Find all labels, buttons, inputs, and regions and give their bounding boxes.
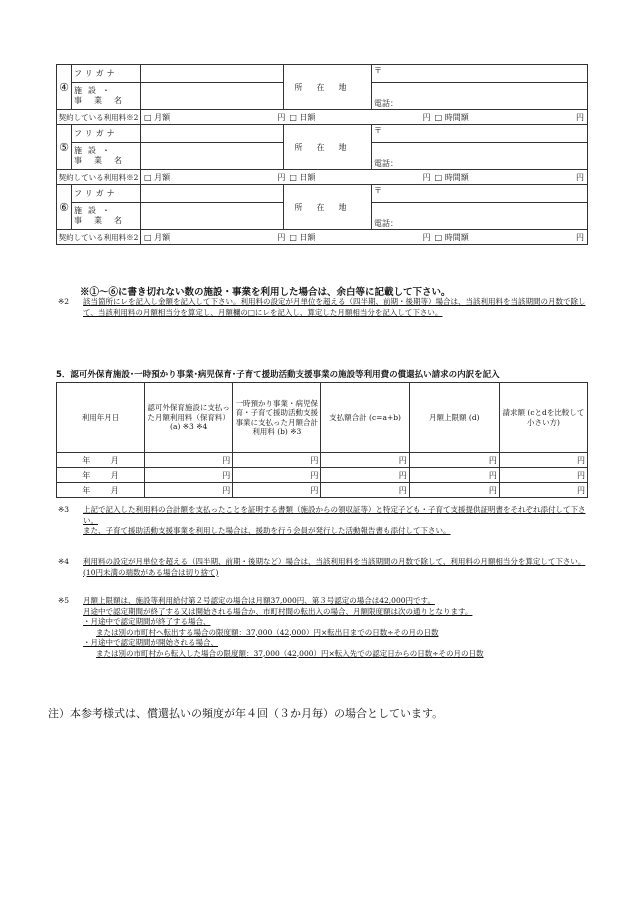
postal-mark: 〒	[374, 66, 382, 75]
note-5-line-1: 月額上限額は、施設等利用給付第２号認定の場合は月額37,000円、第３号認定の場合は42,000円です。	[83, 596, 435, 605]
facility-name-label-1: 施設・	[74, 146, 116, 155]
note-4-text: 利用料の設定が月単位を超える（四半期、前期・後期など）場合は、当該利用料を当該期間の月数で除して、利用料の月額相当分を算定して下さい。(10円未満の端数がある場合は切り捨て)	[83, 557, 586, 577]
claim-cell[interactable]: 円	[499, 453, 587, 468]
facility-name-input[interactable]	[141, 143, 284, 170]
note-5	[58, 596, 588, 659]
hourly-yen: 円	[575, 172, 584, 182]
note-2	[58, 297, 588, 318]
note-5-line-2: 月途中で認定期間が終了する又は開始される場合か、市町村間の転出入の場合、月額限度額は次の通りとなります。	[83, 606, 473, 616]
note-5-mark: ※5	[58, 596, 70, 605]
breakdown-table	[56, 382, 588, 498]
contract-fee-field[interactable]	[141, 110, 588, 125]
hourly-yen: 円	[575, 112, 584, 122]
facility-name-label-2: 事業名	[74, 96, 134, 105]
note-4	[58, 557, 588, 578]
facility-number: ④	[57, 65, 72, 110]
header-claim: 請求額 (cとdを比較して小さい方)	[499, 383, 587, 453]
address-label: 所在地	[284, 65, 372, 110]
phone-label: 電話：	[374, 219, 398, 228]
facility-row-furigana	[57, 125, 588, 143]
amount-a-cell[interactable]: 円	[145, 468, 233, 483]
header-b: 一時預かり事業・病児保育・子育て援助活動支援事業に支払った月額合計利用料 (b) ※3	[233, 383, 321, 453]
facility-row-contract	[57, 230, 588, 245]
hourly-checkbox[interactable]: □ 時間額	[434, 112, 469, 122]
total-c-cell[interactable]: 円	[321, 483, 409, 498]
furigana-label: フリガナ	[72, 185, 141, 203]
year-month-cell[interactable]: 年 月	[57, 468, 145, 483]
amount-a-cell[interactable]: 円	[145, 483, 233, 498]
contract-fee-field[interactable]	[141, 230, 588, 245]
monthly-checkbox[interactable]: □ 月額	[144, 112, 171, 122]
daily-checkbox[interactable]: □ 日額	[289, 172, 316, 182]
monthly-checkbox[interactable]: □ 月額	[144, 172, 171, 182]
section-5-title: 5．認可外保育施設･一時預かり事業･病児保育･子育て援助活動支援事業の施設等利用費の償還払い請求の内訳を記入	[56, 370, 500, 380]
amount-b-cell[interactable]: 円	[233, 453, 321, 468]
amount-b-cell[interactable]: 円	[233, 468, 321, 483]
furigana-input[interactable]	[141, 125, 284, 143]
hourly-checkbox[interactable]: □ 時間額	[434, 232, 469, 242]
note-4-mark: ※4	[58, 557, 70, 566]
note-5-line-6: または別の市町村から転入した場合の限度額：37,000（42,000）円×転入先での認定日からの日数÷その月の日数	[96, 648, 484, 658]
limit-d-cell[interactable]: 円	[409, 468, 499, 483]
note-3	[58, 505, 588, 537]
year-month-cell[interactable]: 年 月	[57, 483, 145, 498]
phone-label: 電話：	[374, 159, 398, 168]
hourly-checkbox[interactable]: □ 時間額	[434, 172, 469, 182]
facility-name-label	[72, 83, 141, 110]
phone-label: 電話：	[374, 99, 398, 108]
facility-name-label	[72, 203, 141, 230]
contract-fee-field[interactable]	[141, 170, 588, 185]
facility-name-label-2: 事業名	[74, 156, 134, 165]
facility-row-furigana	[57, 185, 588, 203]
header-d: 月額上限額 (d)	[409, 383, 499, 453]
contract-label: 契約している利用料※2	[57, 170, 141, 185]
note-5-line-4: または別の市町村へ転出する場合の限度額：37,000（42,000）円×転出日までの日数÷その月の日数	[96, 627, 439, 637]
facility-name-label-1: 施設・	[74, 86, 116, 95]
header-date: 利用年月日	[57, 383, 145, 453]
facility-name-label-1: 施設・	[74, 206, 116, 215]
total-c-cell[interactable]: 円	[321, 468, 409, 483]
note-2-mark: ※2	[58, 297, 70, 306]
facility-row-contract	[57, 170, 588, 185]
header-c: 支払額合計 (c=a+b)	[321, 383, 409, 453]
breakdown-row	[57, 453, 588, 468]
note-3-text-2: また、子育て援助活動支援事業を利用した場合は、援助を行う会員が発行した活動報告書も添付して下さい。	[83, 526, 451, 535]
furigana-input[interactable]	[141, 65, 284, 83]
furigana-label: フリガナ	[72, 65, 141, 83]
breakdown-row	[57, 468, 588, 483]
facility-name-input[interactable]	[141, 83, 284, 110]
amount-b-cell[interactable]: 円	[233, 483, 321, 498]
overflow-note: ※①〜⑥に書き切れない数の施設・事業を利用した場合は、余白等に記載して下さい。	[80, 287, 451, 298]
postal-code-field[interactable]	[372, 185, 588, 203]
facility-row-contract	[57, 110, 588, 125]
furigana-input[interactable]	[141, 185, 284, 203]
note-3-mark: ※3	[58, 505, 70, 514]
note-5-line-5: ・月途中で認定期間が開始される場合、	[83, 638, 218, 647]
daily-checkbox[interactable]: □ 日額	[289, 232, 316, 242]
furigana-label: フリガナ	[72, 125, 141, 143]
phone-field[interactable]	[372, 83, 588, 110]
note-2-text: 該当箇所にレを記入し金額を記入して下さい。利用料の設定が月単位を超える（四半期、前期・後期等）場合は、当該利用料を当該期間の月数で除して、当該利用料の月額相当分を算定し、月額欄の□にレを記入し、算定した月額相当分を記入して下さい。	[83, 297, 586, 317]
contract-label: 契約している利用料※2	[57, 230, 141, 245]
monthly-yen: 円	[277, 112, 286, 122]
note-3-text: 上記で記入した利用料の合計額を支払ったことを証明する書類（施設からの領収証等）と特定子ども・子育て支援提供証明書をそれぞれ添付して下さい。	[83, 505, 586, 525]
daily-yen: 円	[422, 232, 431, 242]
claim-cell[interactable]: 円	[499, 483, 587, 498]
daily-checkbox[interactable]: □ 日額	[289, 112, 316, 122]
facility-number: ⑥	[57, 185, 72, 230]
monthly-checkbox[interactable]: □ 月額	[144, 232, 171, 242]
contract-label: 契約している利用料※2	[57, 110, 141, 125]
header-a: 認可外保育施設に支払った月額利用料（保育料）(a) ※3 ※4	[145, 383, 233, 453]
phone-field[interactable]	[372, 203, 588, 230]
footer-note: 注）本参考様式は、償還払いの頻度が年４回（３か月毎）の場合としています。	[48, 707, 444, 720]
limit-d-cell[interactable]: 円	[409, 483, 499, 498]
year-month-cell[interactable]: 年 月	[57, 453, 145, 468]
claim-cell[interactable]: 円	[499, 468, 587, 483]
daily-yen: 円	[422, 112, 431, 122]
postal-code-field[interactable]	[372, 65, 588, 83]
facility-table	[56, 64, 588, 245]
facility-name-input[interactable]	[141, 203, 284, 230]
daily-yen: 円	[422, 172, 431, 182]
hourly-yen: 円	[575, 232, 584, 242]
total-c-cell[interactable]: 円	[321, 453, 409, 468]
postal-mark: 〒	[374, 126, 382, 135]
facility-name-label-2: 事業名	[74, 216, 134, 225]
address-label: 所在地	[284, 125, 372, 170]
note-5-line-3: ・月途中で認定期間が終了する場合、	[83, 617, 211, 626]
monthly-yen: 円	[277, 232, 286, 242]
postal-code-field[interactable]	[372, 125, 588, 143]
facility-number: ⑤	[57, 125, 72, 170]
facility-name-label	[72, 143, 141, 170]
breakdown-row	[57, 483, 588, 498]
monthly-yen: 円	[277, 172, 286, 182]
amount-a-cell[interactable]: 円	[145, 453, 233, 468]
postal-mark: 〒	[374, 186, 382, 195]
phone-field[interactable]	[372, 143, 588, 170]
limit-d-cell[interactable]: 円	[409, 453, 499, 468]
address-label: 所在地	[284, 185, 372, 230]
facility-row-furigana	[57, 65, 588, 83]
